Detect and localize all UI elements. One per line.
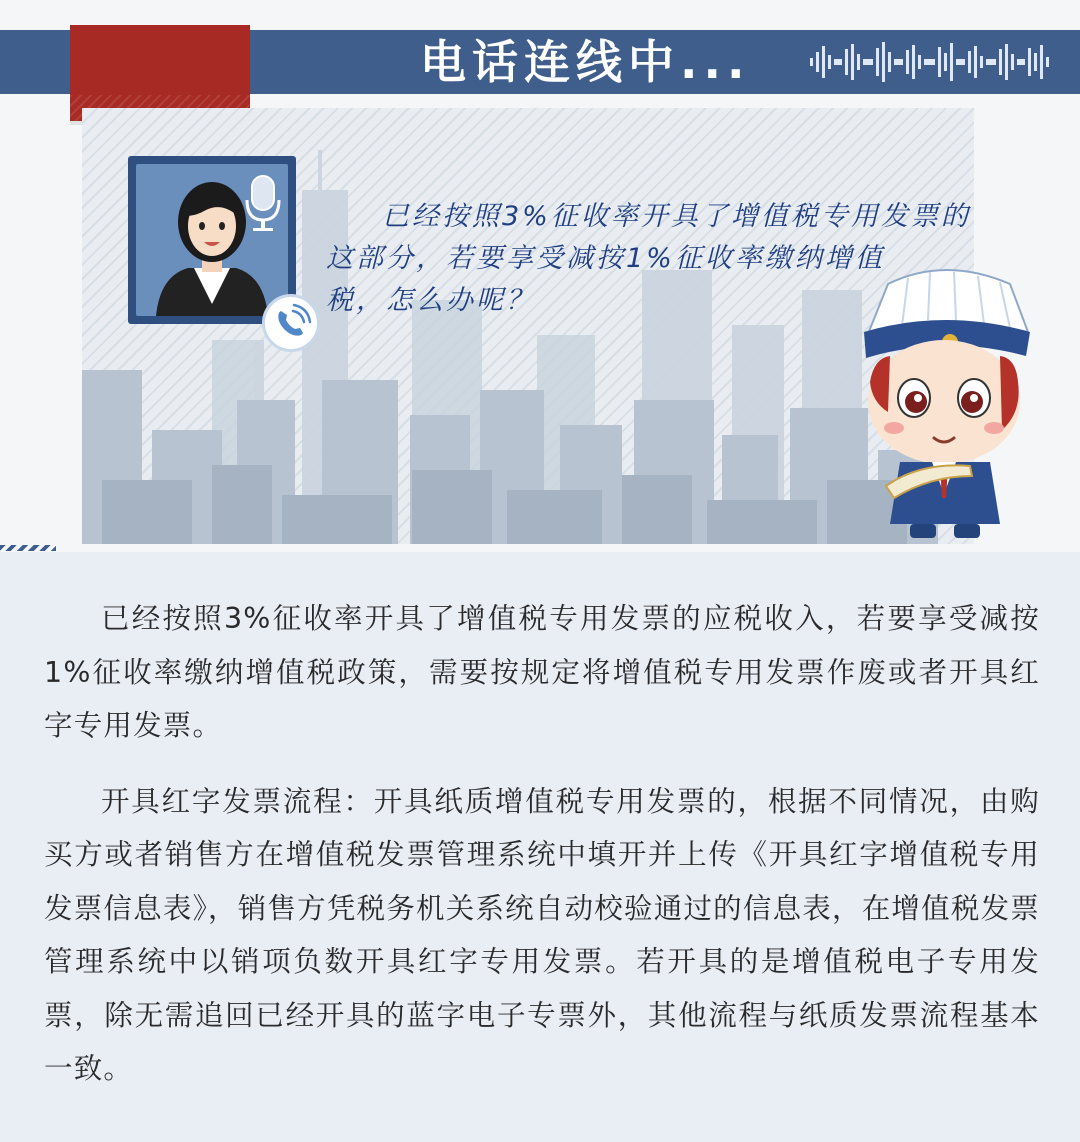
paragraph: 已经按照3%征收率开具了增值税专用发票的应税收入，若要享受减按1%征收率缴纳增值税政策，需要按规定将增值税专用发票作废或者开具红字专用发票。 — [44, 602, 1040, 742]
article-body — [44, 592, 1040, 1096]
header-accent-block — [70, 25, 250, 121]
phone-call-icon — [265, 297, 317, 349]
phone-call-badge — [262, 294, 320, 352]
speech-line: 这部分，若要享受减按1%征收率缴纳增值 — [326, 243, 885, 274]
speech-line: 税，怎么办呢？ — [326, 285, 536, 316]
tax-officer-mascot — [850, 262, 1040, 544]
caller-avatar — [136, 164, 288, 316]
hero-illustration — [0, 0, 1080, 552]
soundwave-icon — [808, 40, 1053, 84]
microphone-icon — [247, 176, 279, 231]
corner-stripes — [0, 545, 56, 551]
paragraph: 开具红字发票流程：开具纸质增值税专用发票的，根据不同情况，由购买方或者销售方在增值税发票管理系统中填开并上传《开具红字增值税专用发票信息表》，销售方凭税务机关系统自动校验通过的信息表，在增值税发票管理系统中以销项负数开具红字专用发票。若开具的是增值税电子专用发票，除无需追回已经开具的蓝字电子专票外，其他流程与纸质发票流程基本一致。 — [44, 784, 1040, 1085]
page-title: 电话连线中... — [420, 35, 751, 89]
speech-line: 已经按照3%征收率开具了增值税专用发票的 — [382, 201, 971, 232]
